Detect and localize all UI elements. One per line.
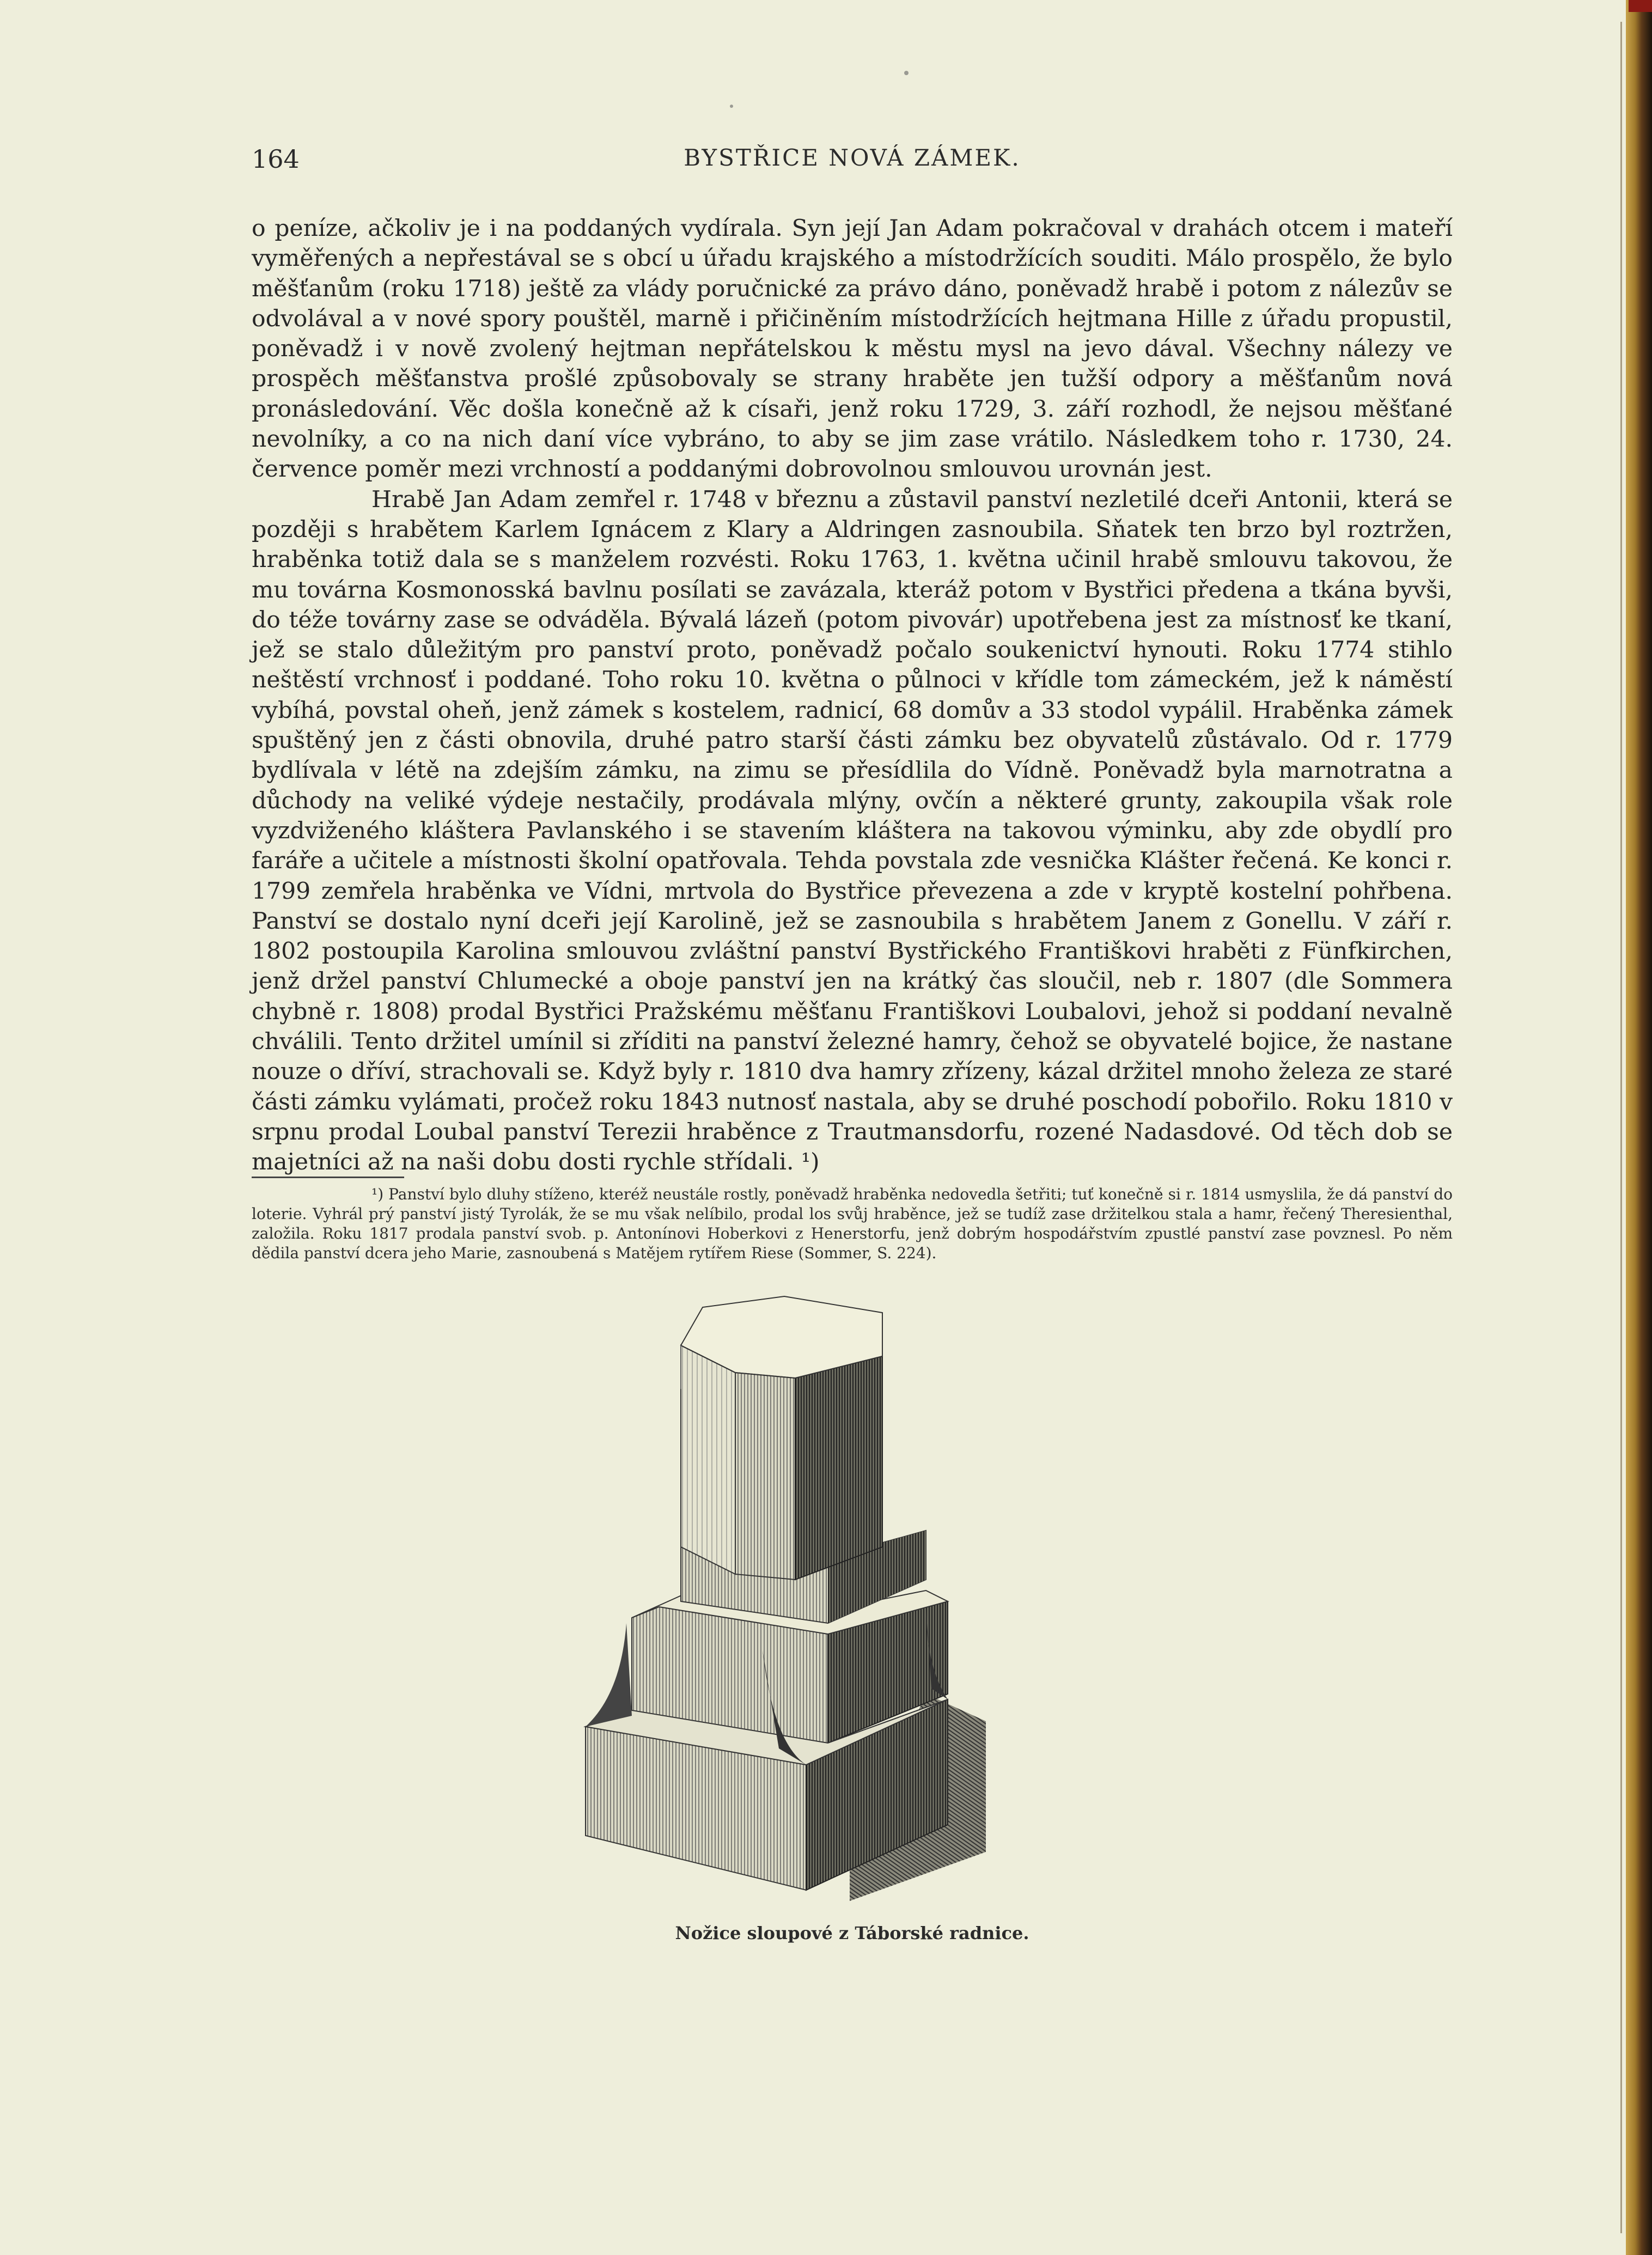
page-header <box>252 144 1453 188</box>
body-text <box>252 214 1453 1178</box>
pedestal-illustration <box>545 1275 991 1906</box>
column-base-engraving <box>545 1275 991 1906</box>
book-edge <box>1626 0 1652 2255</box>
red-mark <box>1629 0 1652 12</box>
paragraph-2: Hrabě Jan Adam zemřel r. 1748 v březnu a zůstavil panství nezletilé dceři Antonii, která se později s hrabětem Karlem Ignácem z Klary a Aldringen zasnoubila. Sňatek ten brzo byl roztržen, hraběnka totiž dala se s manželem rozvésti. Roku 1763, 1. května učinil hrabě smlouvu takovou, že mu továrna Kosmonosská bavlnu posílati se zavázala, kteráž potom v Bystřici předena a tkána byvši, do téže továrny zase se odváděla. Bývalá lázeň (potom pivovár) upotřebena jest za místnosť ke tkaní, jež se stalo důležitým pro panství proto, poněvadž počalo soukenictví hynouti. Roku 1774 stihlo neštěstí vrchnosť i poddané. Toho roku 10. května o půlnoci v křídle tom zámeckém, jež k náměstí vybíhá, povstal oheň, jenž zámek s kostelem, radnicí, 68 domův a 33 stodol vypálil. Hraběnka zámek spuštěný jen z části obnovila, druhé patro starší části zámku bez obyvatelů zůstávalo. Od r. 1779 bydlívala v létě na zdejším zámku, na zimu se přesídlila do Vídně. Poněvadž byla marnotratna a důchody na veliké výdeje nestačily, prodávala mlýny, ovčín a některé grunty, zakoupila však role vyzdviženého kláštera Pavlanského i se stavením kláštera na takovou výminku, aby zde obydlí pro faráře a učitele a místnosti školní opatřovala. Tehda povstala zde vesnička Klášter řečená. Ke konci r. 1799 zemřela hraběnka ve Vídni, mrtvola do Bystřice převezena a zde v kryptě kostelní pohřbena. Panství se dostalo nyní dceři její Karolině, jež se zasnoubila s hrabětem Janem z Gonellu. V září r. 1802 postoupila Karolina smlouvou zvláštní panství Bystřického Františkovi hraběti z Fünfkirchen, jenž držel panství Chlumecké a oboje panství jen na krátký čas sloučil, neb r. 1807 (dle Sommera chybně r. 1808) prodal Bystřici Pražskému měšťanu Františkovi Loubalovi, jehož si poddaní nevalně chválili. Tento držitel umínil si zříditi na panství železné hamry, čehož se obyvatelé bojice, že nastane nouze o dříví, strachovali se. Když byly r. 1810 dva hamry zřízeny, kázal držitel mnoho železa ze staré části zámku vylámati, pročež roku 1843 nutnosť nastala, aby se druhé poschodí pobořilo. Roku 1810 v srpnu prodal Loubal panství Terezii hraběnce z Trautmansdorfu, rozené Nadasdové. Od těch dob se majetníci až na naši dobu dosti rychle střídali. ¹) <box>252 486 1453 1176</box>
footnote: ¹) Panství bylo dluhy stíženo, kteréž neustále rostly, poněvadž hraběnka nedovedla šetřiti; tuť konečně si r. 1814 usmyslila, že dá panství do loterie. Vyhrál prý panství jistý Tyrolák, že se mu však nelíbilo, prodal los svůj hraběnce, jež se tudíž zase držitelkou stala a hamr, řečený Theresienthal, založila. Roku 1817 prodala panství svob. p. Antonínovi Hoberkovi z Henerstorfu, jenž dobrým hospodářstvím zpustlé panství zase povznesl. Po něm dědila panství dcera jeho Marie, zasnoubená s Matějem rytířem Riese (Sommer, S. 224). <box>252 1185 1453 1262</box>
paragraph-1: o peníze, ačkoliv je i na poddaných vydírala. Syn její Jan Adam pokračoval v drahách otcem i mateří vyměřených a nepřestával se s obcí u úřadu krajského a místodržících souditi. Málo prospělo, že bylo měšťanům (roku 1718) ještě za vlády poručnické za právo dáno, poněvadž hrabě i potom z nálezův se odvolával a v nové spory pouštěl, marně i přičiněním místodržících hejtmana Hille z úřadu propustil, poněvadž i v nově zvolený hejtman nepřátelskou k městu mysl na jevo dával. Všechny nálezy ve prospěch měšťanstva prošlé způsobovaly se strany hraběte jen tužší odpory a měšťanům nová pronásledování. Věc došla konečně až k císaři, jenž roku 1729, 3. září rozhodl, že nejsou měšťané nevolníky, a co na nich daní více vybráno, to aby se jim zase vrátilo. Následkem toho r. 1730, 24. července poměr mezi vrchností a poddanými dobrovolnou smlouvou urovnán jest. <box>252 215 1453 483</box>
figure-caption: Nožice sloupové z Táborské radnice. <box>675 1923 1029 1943</box>
ink-fleck <box>904 71 909 75</box>
page-edge-line <box>1620 22 1622 2233</box>
page-number: 164 <box>252 144 300 174</box>
ink-fleck <box>730 105 733 108</box>
running-title: BYSTŘICE NOVÁ ZÁMEK. <box>684 144 1021 171</box>
footnote-rule <box>252 1177 404 1178</box>
